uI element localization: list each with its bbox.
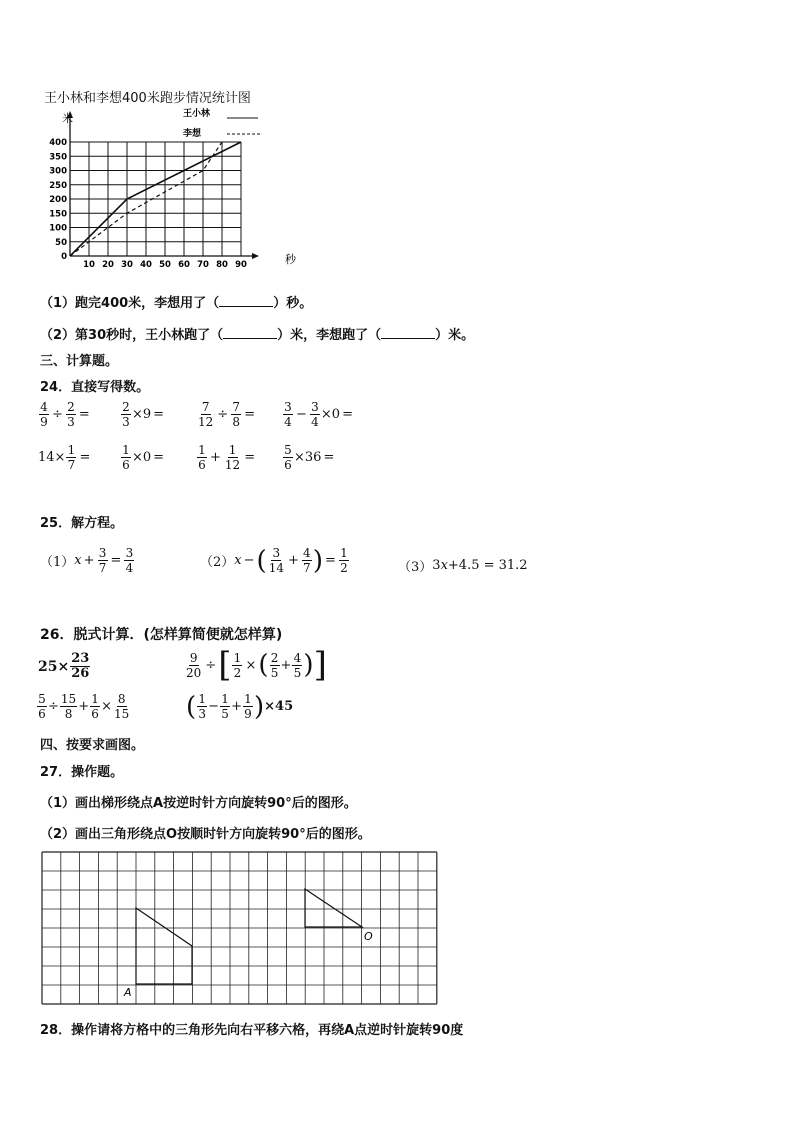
x-tick-label: 70 <box>197 260 209 270</box>
q24-expr-5: 14× $\frac{1}{7}$ = <box>38 443 91 472</box>
q23-sub1: （1）跑完400米，李想用了（ ）秒。 <box>40 296 313 311</box>
q26-expr-3: $\frac{5}{6}$ ÷ $\frac{15}{8}$ + $\frac{1}{6}$ × $\frac{8}{15}$ <box>38 692 130 721</box>
x-axis-arrow <box>252 253 259 259</box>
y-tick-label: 0 <box>61 252 67 262</box>
q24-expr-6: $\frac{1}{6}$ ×0 = <box>122 443 165 472</box>
q26-title: 26．脱式计算．(怎样算简便就怎样算) <box>40 627 283 643</box>
q24-expr-3: $\frac{7}{12}$ ÷ $\frac{7}{8}$ = <box>198 400 256 429</box>
y-tick-label: 250 <box>49 180 67 191</box>
y-tick-label: 300 <box>49 166 67 177</box>
answer-blank[interactable] <box>219 294 273 307</box>
answer-blank[interactable] <box>381 326 435 339</box>
q24-expr-7: $\frac{1}{6}$ + $\frac{1}{12}$ = <box>198 443 256 472</box>
legend-label-li: 李想 <box>183 129 202 139</box>
q24-expr-8: $\frac{5}{6}$ ×36 = <box>284 443 335 472</box>
x-tick-label: 40 <box>140 260 152 270</box>
q25-equation-2: （2） x − ( $\frac{3}{14}$ + $\frac{4}{7}$ ) = $\frac{1}{2}$ <box>200 545 348 576</box>
q24-expr-4: $\frac{3}{4}$ − $\frac{3}{4}$ ×0 = <box>284 400 353 429</box>
x-tick-label: 20 <box>102 260 114 270</box>
answer-blank[interactable] <box>223 326 277 339</box>
point-a-label: A <box>124 986 132 999</box>
rotation-grid[interactable] <box>41 851 441 1007</box>
x-tick-label: 90 <box>235 260 247 270</box>
q24-expr-1: $\frac{4}{9}$ ÷ $\frac{2}{3}$ = <box>40 400 90 429</box>
q27-sub1: （1）画出梯形绕点A按逆时针方向旋转90°后的图形。 <box>40 796 357 811</box>
q24-title: 24．直接写得数。 <box>40 380 150 395</box>
q28-text: 28．操作请将方格中的三角形先向右平移六格，再绕A点逆时针旋转90度 <box>40 1023 464 1038</box>
q25-title: 25．解方程。 <box>40 516 124 531</box>
y-tick-label: 150 <box>49 209 67 220</box>
q25-equation-3: （3） 3 x +4.5 = 31.2 <box>398 558 528 575</box>
y-tick-label: 100 <box>49 223 67 234</box>
point-o-label: O <box>364 930 373 943</box>
x-tick-label: 30 <box>121 260 133 270</box>
q26-expr-1: 25× $\frac{23}{26}$ <box>38 651 90 681</box>
y-tick-label: 50 <box>55 237 67 248</box>
x-tick-label: 50 <box>159 260 171 270</box>
line-chart <box>40 106 310 276</box>
chart-title: 王小林和李想400米跑步情况统计图 <box>44 91 251 106</box>
q26-expr-2: $\frac{9}{20}$ ÷ [ $\frac{1}{2}$ × ( $\frac{2}{5}$ + $\frac{4}{5}$ ) ] <box>186 645 327 685</box>
q27-title: 27．操作题。 <box>40 765 124 780</box>
q26-expr-4: ( $\frac{1}{3}$ − $\frac{1}{5}$ + $\frac{1}{9}$ ) ×45 <box>186 691 294 722</box>
y-axis-unit: 米 <box>62 112 73 125</box>
chart-grid <box>70 142 241 256</box>
legend-label-wang: 王小林 <box>183 109 211 119</box>
triangle-shape <box>305 889 362 927</box>
q27-sub2: （2）画出三角形绕点O按顺时针方向旋转90°后的图形。 <box>40 827 371 842</box>
y-tick-label: 200 <box>49 195 67 205</box>
chart-legend <box>182 107 262 139</box>
trapezoid-shape <box>136 908 192 984</box>
q24-expr-2: $\frac{2}{3}$ ×9 = <box>122 400 165 429</box>
section-4-heading: 四、按要求画图。 <box>40 738 145 753</box>
q25-equation-1: （1） x + $\frac{3}{7}$ = $\frac{3}{4}$ <box>40 546 134 575</box>
y-tick-label: 400 <box>49 138 67 148</box>
x-tick-label: 10 <box>83 260 95 270</box>
x-axis-unit: 秒 <box>285 253 296 266</box>
x-tick-label: 80 <box>216 260 228 270</box>
square-grid <box>42 852 437 1004</box>
x-tick-label: 60 <box>178 260 190 270</box>
y-tick-label: 350 <box>49 152 67 163</box>
section-3-heading: 三、计算题。 <box>40 354 119 369</box>
q23-sub2: （2）第30秒时，王小林跑了（ ）米，李想跑了（ ）米。 <box>40 328 475 343</box>
chart-ticks <box>49 138 247 270</box>
